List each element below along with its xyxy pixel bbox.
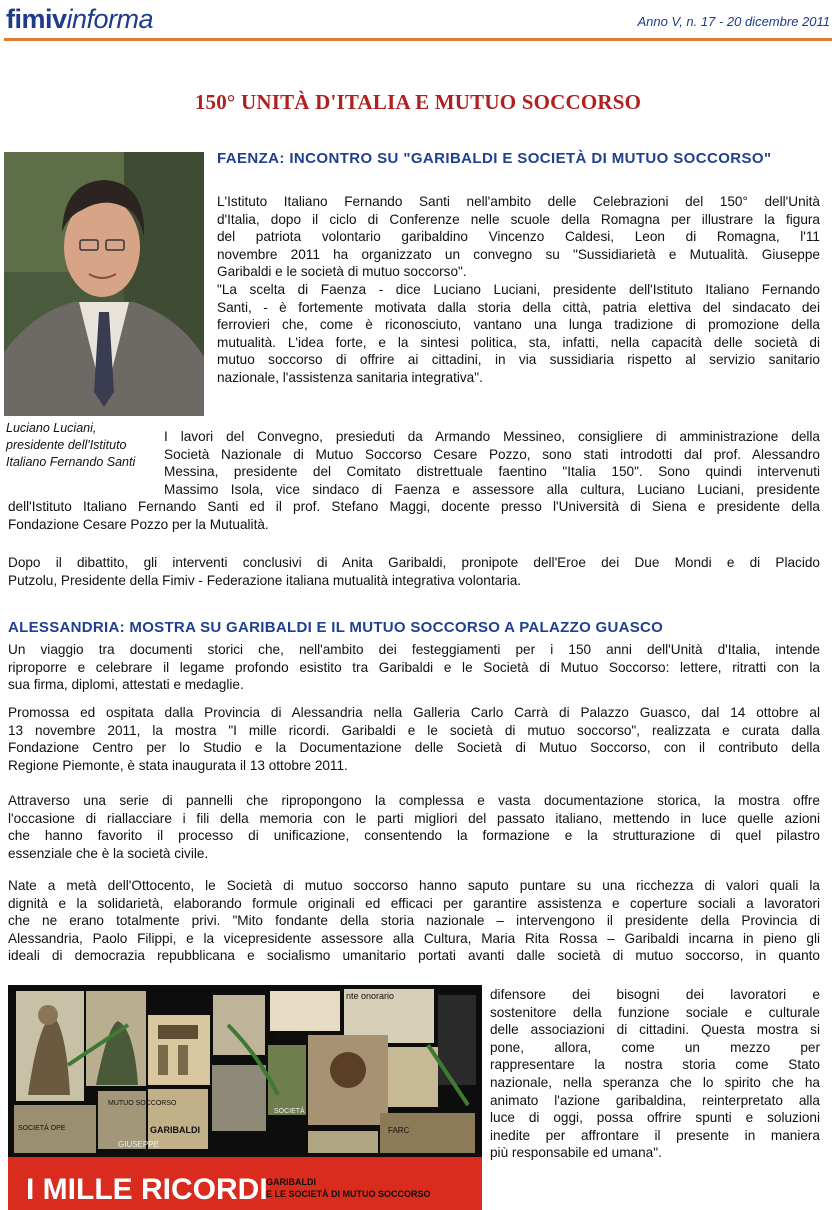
text-line: Nate a metà dell'Ottocento, le Società di mutuo soccorso hanno saputo puntare su una ricchezza di valori quali la: [8, 878, 820, 893]
text-line: Alessandria, Paolo Filippi, e la vicepresidente assessore alla Cultura, Maria Rita Rossa – Garibaldi incarna in pieno gli: [8, 930, 820, 946]
text-line: Messina, presidente del Comitato distrettuale faentino "Italia 150". Sono quindi intervenuti: [164, 464, 820, 480]
text-line: mutuo soccorso di offrire ai cittadini, in via sussidiaria rispetto al servizio sanitario: [217, 352, 820, 368]
text-line: difensore dei bisogni dei lavoratori e: [490, 987, 820, 1002]
text-line: Un viaggio tra documenti storici che, nell'ambito dei festeggiamenti per i 150 anni dell'Unità d'Italia, intende: [8, 642, 820, 657]
alessandria-paragraph-1: [8, 641, 820, 694]
text-line: Putzolu, Presidente della Fimiv - Federazione italiana mutualità integrativa volontaria.: [8, 572, 522, 588]
logo-main-text: fimiv: [6, 4, 67, 34]
collage-word: GIUSEPPE: [118, 1140, 159, 1149]
text-line: Garibaldi e le società di mutuo soccorso".: [217, 264, 467, 280]
text-line: sua firma, diplomi, attestati e medaglie.: [8, 677, 244, 693]
text-line: più responsabile ed umana".: [490, 1145, 662, 1161]
collage-word: FARC: [388, 1126, 410, 1135]
issue-info: Anno V, n. 17 - 20 dicembre 2011: [637, 14, 830, 29]
text-line: L'Istituto Italiano Fernando Santi nell'ambito delle Celebrazioni del 150° dell'Unità: [217, 194, 820, 209]
alessandria-paragraph-4-side: [490, 986, 820, 1162]
text-line: che hanno favorito il processo di unificazione, consentendo la formazione e la strutturazione di quel pilastro: [8, 828, 820, 844]
text-line: ferrovieri che, come è riconosciuto, vantano una lunga tradizione di promozione della: [217, 317, 820, 333]
text-line: Santi, - è fortemente motivata dalla storia della città, patria elettiva del sindacato dei: [217, 299, 820, 315]
text-line: nazionale, l'assistenza sanitaria integrativa".: [217, 369, 483, 385]
text-line: Regione Piemonte, è stata inaugurata il 13 ottobre 2011.: [8, 757, 348, 773]
text-line: dell'Istituto Italiano Fernando Santi ed il prof. Stefano Maggi, docente presso l'Università di Siena e presidente della: [8, 499, 820, 514]
collage-word: SOCIETÀ: [274, 1108, 305, 1115]
caption-line: presidente dell'Istituto: [6, 438, 127, 452]
text-line: luce di oggi, possa offrire spunti e soluzioni: [490, 1110, 820, 1126]
text-line: Attraverso una serie di pannelli che ripropongono la complessa e vasta documentazione storica, la mostra offre: [8, 793, 820, 808]
logo-italic-text: informa: [66, 4, 154, 34]
text-line: sostenitore della funzione sociale e culturale: [490, 1004, 820, 1020]
text-line: rappresentare la nostra storia come Stato: [490, 1057, 820, 1073]
text-line: I lavori del Convegno, presieduti da Armando Messineo, consigliere di amministrazione della: [164, 429, 820, 444]
faenza-paragraph-3-cont: [8, 498, 820, 533]
text-line: d'Italia, dopo il ciclo di Conferenze nelle scuole della Romagna per illustrare la figura: [217, 211, 820, 227]
text-line: l'occasione di riallacciare i fili della memoria con le parti migliori del passato italiano, mettendo in luce quelle azioni: [8, 810, 820, 826]
alessandria-heading: ALESSANDRIA: MOSTRA SU GARIBALDI E IL MUTUO SOCCORSO A PALAZZO GUASCO: [8, 619, 664, 636]
poster-title: I MILLE RICORDI: [26, 1173, 268, 1206]
text-line: che ne erano totalmente privi. "Mito fondante della storia nazionale – intervengono il presidente della Provincia di: [8, 913, 820, 929]
text-line: novembre 2011 ha organizzato un convegno su "Sussidiarietà e Mutualità. Giuseppe: [217, 246, 820, 262]
text-line: ideali di democrazia repubblicana e socialismo umanitario portati avanti dalle società di mutuo soccorso, in quanto: [8, 948, 820, 964]
caption-line: Luciano Luciani,: [6, 421, 97, 435]
portrait-photo: [4, 152, 204, 416]
collage-word: Preside: [276, 1032, 309, 1042]
text-line: Fondazione Centro per lo Studio e la Documentazione delle Società di Mutuo Soccorso, con il contributo della: [8, 740, 820, 756]
collage-word: GARIBALDI: [150, 1125, 200, 1135]
text-line: 13 novembre 2011, la mostra "I mille ricordi. Garibaldi e le società di mutuo soccorso", realizzata e curata dalla: [8, 722, 820, 738]
text-line: Fondazione Cesare Pozzo per la Mutualità.: [8, 516, 269, 532]
faenza-paragraph-4: [8, 554, 820, 589]
text-line: riproporre e celebrare il legame profondo esistito tra Garibaldi e le Società di Mutuo Soccorso: lettere, ritratti con la: [8, 659, 820, 675]
text-line: animato l'azione garibaldina, reinterpretato alla: [490, 1092, 820, 1108]
page-header: [0, 0, 836, 44]
faenza-paragraph-2: [217, 281, 820, 387]
text-line: mutualità. L'idea forte, e la sintesi politica, sta, infatti, nella capacità delle società di: [217, 334, 820, 350]
alessandria-paragraph-2: [8, 704, 820, 774]
fimiv-informa-logo: [6, 4, 153, 35]
text-line: Società Nazionale di Mutuo Soccorso Cesare Pozzo, sono stati introdotti dal prof. Alessandro: [164, 446, 820, 462]
text-line: inedite per affrontare il presente in maniera: [490, 1127, 820, 1143]
poster-subtitle-1: GARIBALDI: [266, 1177, 316, 1187]
mille-ricordi-poster: [8, 985, 482, 1210]
text-line: Massimo Isola, vice sindaco di Faenza e assessore alla cultura, Luciano Luciani, presidente: [164, 481, 820, 497]
collage-word: SOCIETÀ OPE: [18, 1125, 66, 1132]
faenza-paragraph-3: [164, 428, 820, 498]
caption-line: Italiano Fernando Santi: [6, 455, 136, 469]
text-line: delle associazioni di cittadini. Questa mostra si: [490, 1022, 820, 1038]
text-line: del patriota volontario garibaldino Vincenzo Caldesi, Leon di Romagna, l'11: [217, 229, 820, 245]
text-line: Promossa ed ospitata dalla Provincia di Alessandria nella Galleria Carlo Carrà di Palazzo Guasco, dal 14 ottobre al: [8, 705, 820, 720]
header-divider: [4, 38, 832, 41]
text-line: "La scelta di Faenza - dice Luciano Luciani, presidente dell'Istituto Italiano Fernando: [217, 282, 820, 297]
photo-caption: [6, 420, 166, 471]
page-title: 150° UNITÀ D'ITALIA E MUTUO SOCCORSO: [194, 90, 642, 114]
collage-word: nte onorario: [346, 991, 395, 1001]
text-line: pone, allora, come un mezzo per: [490, 1039, 820, 1055]
faenza-heading: FAENZA: INCONTRO SU "GARIBALDI E SOCIETÀ DI MUTUO SOCCORSO": [217, 150, 772, 167]
faenza-paragraph-1: [217, 193, 820, 281]
alessandria-paragraph-3: [8, 792, 820, 862]
text-line: nazionale, nella speranza che lo spirito che ha: [490, 1074, 820, 1090]
text-line: essenziale che è la società civile.: [8, 845, 209, 861]
text-line: Dopo il dibattito, gli interventi conclusivi di Anita Garibaldi, pronipote dell'Eroe dei Due Mondi e di Placido: [8, 555, 820, 570]
text-line: dignità e la solidarietà, elaborando formule originali ed efficaci per garantire assistenza e coperture sociali a lavoratori: [8, 895, 820, 911]
poster-subtitle-2: E LE SOCIETÀ DI MUTUO SOCCORSO: [266, 1189, 431, 1199]
collage-word: MUTUO SOCCORSO: [108, 1100, 177, 1107]
alessandria-paragraph-4: [8, 877, 820, 965]
